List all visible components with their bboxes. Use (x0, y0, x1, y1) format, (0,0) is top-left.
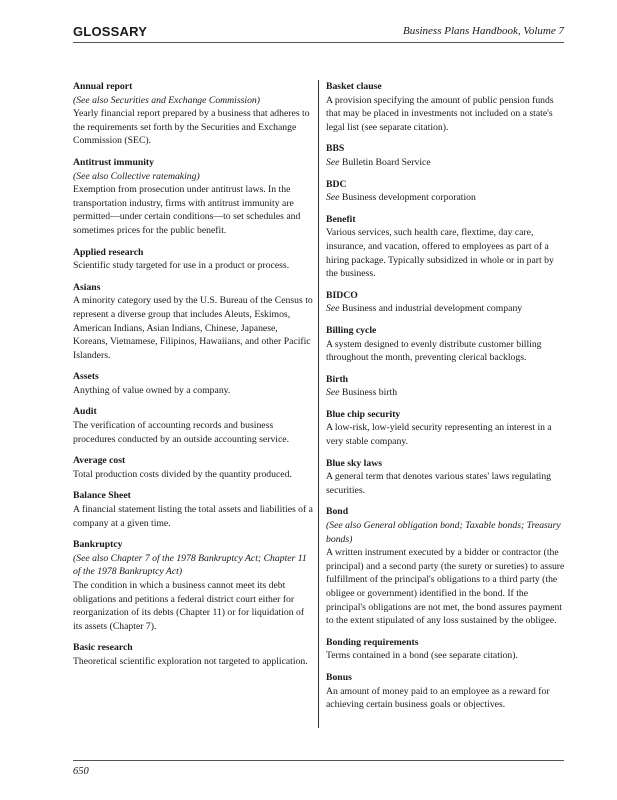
glossary-term: Audit (73, 406, 97, 418)
glossary-entry (73, 246, 313, 273)
glossary-definition: A low-risk, low-yield security representing an interest in a very stable company. (326, 422, 552, 448)
glossary-term: Balance Sheet (73, 490, 131, 502)
glossary-entry (326, 213, 566, 281)
glossary-definition: Terms contained in a bond (see separate citation). (326, 650, 518, 662)
glossary-term: BBS (326, 143, 345, 155)
glossary-term: Asians (73, 281, 101, 293)
glossary-entry (73, 80, 313, 148)
see-label: See (326, 387, 340, 399)
glossary-term: Applied research (73, 246, 144, 258)
glossary-entry (326, 142, 566, 169)
glossary-definition: The verification of accounting records and business procedures conducted by an outside accounting service. (73, 420, 290, 445)
glossary-entry (326, 373, 566, 400)
glossary-definition: Scientific study targeted for use in a product or process. (73, 260, 290, 272)
glossary-entry (73, 156, 313, 238)
footer-rule (73, 760, 564, 761)
glossary-definition (326, 302, 566, 316)
glossary-definition: Total production costs divided by the quantity produced. (73, 468, 292, 480)
glossary-definition: A general term that denotes various states' laws regulating securities. (326, 471, 552, 496)
glossary-definition (326, 191, 566, 205)
glossary-definition (326, 156, 566, 170)
see-label: See (326, 303, 340, 315)
column-divider (318, 80, 319, 728)
header-rule (73, 42, 564, 43)
glossary-term: Birth (326, 373, 349, 385)
glossary-entry (73, 370, 313, 397)
glossary-entry (326, 505, 566, 627)
glossary-term: Basic research (73, 642, 133, 654)
see-label: See (326, 156, 340, 168)
glossary-entry (73, 641, 313, 668)
glossary-definition: Theoretical scientific exploration not targeted to application. (73, 655, 308, 667)
see-target: Business and industrial development company (339, 303, 523, 315)
glossary-definition (326, 386, 566, 400)
glossary-definition: An amount of money paid to an employee as a reward for achieving certain business goals or objectives. (326, 685, 550, 711)
glossary-term: Basket clause (326, 81, 382, 92)
see-target: Business development corporation (339, 192, 476, 204)
section-title: GLOSSARY (73, 24, 148, 39)
glossary-term: Average cost (73, 455, 126, 467)
glossary-see-also: (See also Securities and Exchange Commission) (73, 94, 260, 106)
glossary-entry (326, 457, 566, 498)
see-label: See (326, 192, 340, 204)
glossary-definition: A system designed to evenly distribute customer billing throughout the month, preventing clerical backlogs. (326, 338, 542, 364)
glossary-entry (326, 671, 566, 712)
glossary-entry (73, 454, 313, 481)
glossary-term: BIDCO (326, 289, 358, 301)
glossary-term: Bonding requirements (326, 636, 419, 648)
glossary-entry (73, 489, 313, 530)
left-column (73, 80, 313, 677)
glossary-definition: A written instrument executed by a bidder or contractor (the principal) and a second party (the surety or sureties) to assure fulfillment of the principal's obligations to a third party (the obligee or government) identified in the bond. If the principal's obligations are not met, the bond assures payment to the extent stipulated of any loss sustained by the obligee. (326, 547, 565, 627)
glossary-term: Bonus (326, 671, 352, 683)
glossary-entry (73, 538, 313, 633)
glossary-term: Billing cycle (326, 324, 377, 336)
glossary-term: Benefit (326, 213, 356, 225)
glossary-entry (326, 324, 566, 365)
glossary-definition: A financial statement listing the total assets and liabilities of a company at a given time. (73, 504, 313, 529)
glossary-term: Antitrust immunity (73, 156, 155, 168)
glossary-entry (326, 80, 566, 134)
glossary-term: Blue sky laws (326, 457, 382, 469)
glossary-see-also: (See also Chapter 7 of the 1978 Bankruptcy Act; Chapter 11 of the 1978 Bankruptcy Act) (73, 552, 307, 578)
glossary-definition: Yearly financial report prepared by a business that adheres to the requirements set forth by the Securities and Exchange Commission (SEC). (73, 108, 310, 147)
glossary-definition: The condition in which a business cannot meet its debt obligations and petitions a federal district court either for reorganization of its debts (Chapter 11) or for liquidation of its assets (Chapter 7). (73, 580, 305, 632)
glossary-entry (326, 408, 566, 449)
glossary-entry (326, 289, 566, 316)
glossary-term: Bankruptcy (73, 539, 123, 551)
page-number: 650 (73, 766, 89, 777)
glossary-see-also: (See also Collective ratemaking) (73, 170, 200, 182)
glossary-entry (73, 405, 313, 446)
glossary-definition: A minority category used by the U.S. Bureau of the Census to represent a diverse group that includes Aleuts, Eskimos, American Indians, Asian Indians, Chinese, Japanese, Koreans, Vietnamese, Filipinos, Hawaiians, and other Pacific Islanders. (73, 295, 313, 361)
see-target: Business birth (339, 387, 398, 399)
glossary-term: Annual report (73, 81, 133, 92)
glossary-entry (326, 178, 566, 205)
see-target: Bulletin Board Service (339, 156, 431, 168)
glossary-term: Assets (73, 371, 99, 383)
book-title: Business Plans Handbook, Volume 7 (402, 25, 564, 37)
glossary-definition: Various services, such health care, flextime, day care, insurance, and vacation, offered to employees as part of a hiring package. Typically subsidized in whole or in part by the business. (326, 227, 554, 280)
glossary-entry (326, 636, 566, 663)
glossary-definition: A provision specifying the amount of public pension funds that may be placed in investments not included on a state's legal list (see separate citation). (326, 94, 554, 133)
glossary-definition: Exemption from prosecution under antitrust laws. In the transportation industry, firms with antitrust immunity are permitted—under certain conditions—to set schedules and sometimes prices for the public benefit. (73, 184, 301, 236)
glossary-term: BDC (326, 178, 347, 190)
glossary-term: Bond (326, 506, 349, 518)
glossary-entry (73, 281, 313, 363)
glossary-definition: Anything of value owned by a company. (73, 384, 231, 396)
right-column (326, 80, 566, 720)
glossary-term: Blue chip security (326, 408, 401, 420)
glossary-see-also: (See also General obligation bond; Taxable bonds; Treasury bonds) (326, 520, 561, 545)
page-header (73, 24, 564, 44)
